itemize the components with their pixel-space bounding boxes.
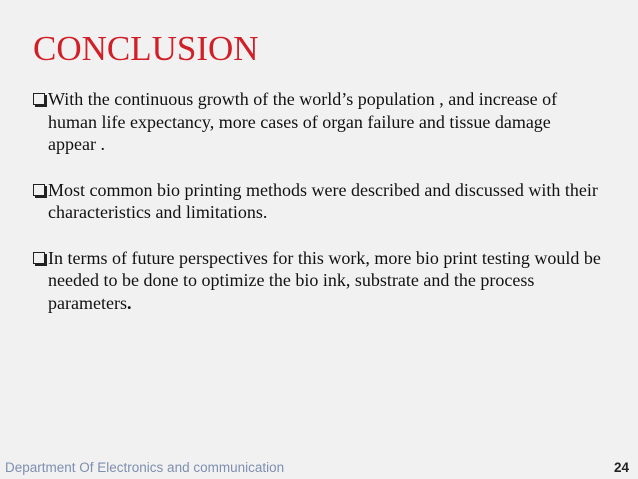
square-checkbox-icon (33, 93, 45, 105)
bullet-period: . (126, 292, 132, 313)
bullet-list (33, 88, 603, 337)
bullet-text: Most common bio printing methods were described and discussed with their characteristics and limitations. (48, 179, 598, 222)
bullet-body-text: In terms of future perspectives for this work, more bio print testing would be needed to be done to optimize the bio ink, substrate and the process parameters (48, 247, 601, 313)
bullet-item (33, 179, 603, 224)
slide-title: CONCLUSION (33, 29, 259, 68)
square-checkbox-icon (33, 252, 45, 264)
bullet-item (33, 88, 603, 156)
footer-department: Department Of Electronics and communication (5, 460, 285, 475)
slide-number: 24 (613, 460, 629, 475)
bullet-text: With the continuous growth of the world’s population , and increase of human life expectancy, more cases of organ failure and tissue damage appear . (48, 89, 558, 154)
bullet-text (48, 247, 603, 315)
square-checkbox-icon (33, 184, 45, 196)
bullet-item (33, 247, 603, 315)
